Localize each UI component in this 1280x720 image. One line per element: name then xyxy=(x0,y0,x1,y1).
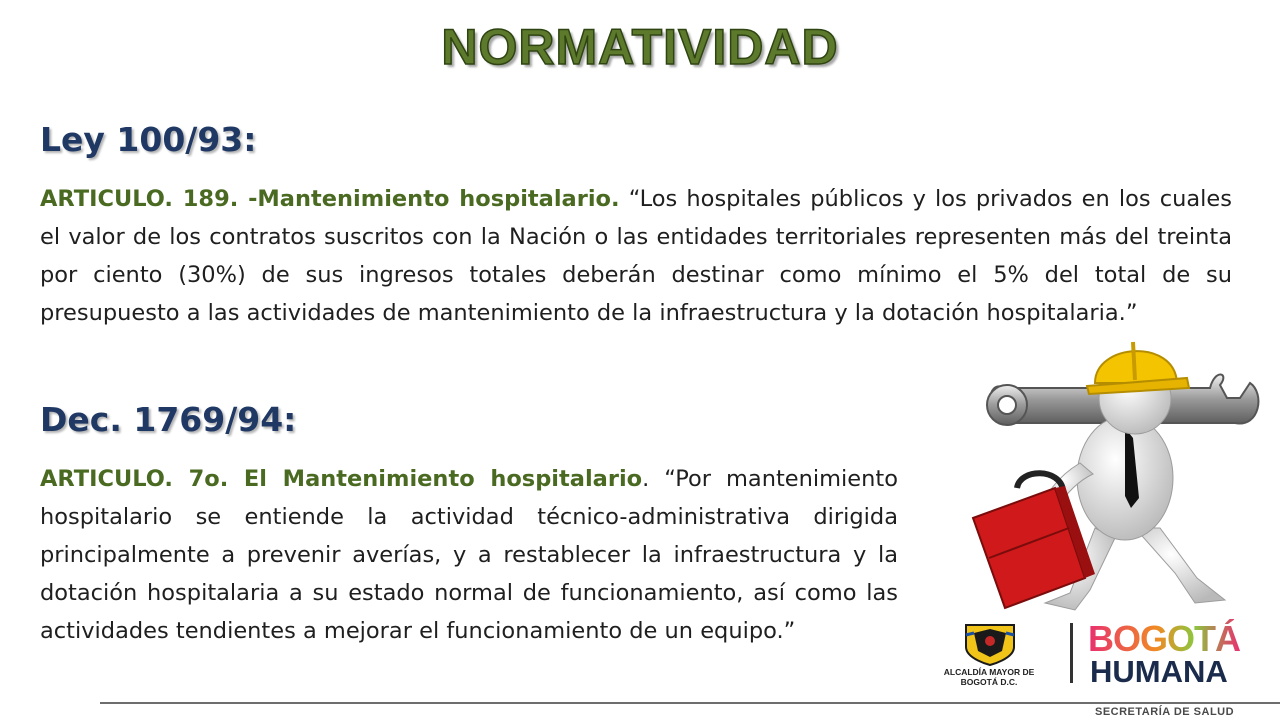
article-body: “Los hospitales públicos y los privados en los cuales el valor de los contratos suscritos con la Nación o las entidades territoriales representen más del treinta por ciento (30%) de sus ingresos totales deberán destinar como mínimo el 5% del total de su presupuesto a las actividades de mantenimiento de la infraestructura y la dotación hospitalaria.” xyxy=(40,186,1232,326)
article-ley-100 xyxy=(40,180,1232,332)
article-dec-1769 xyxy=(40,460,898,650)
footer-label: SECRETARÍA DE SALUD xyxy=(1095,706,1235,718)
hard-hat-icon xyxy=(1087,342,1189,394)
alcaldia-label: ALCALDÍA MAYOR DE BOGOTÁ D.C. xyxy=(943,667,1035,687)
section-heading-ley: Ley 100/93: xyxy=(40,120,257,159)
section-heading-dec: Dec. 1769/94: xyxy=(40,400,297,439)
logo-divider xyxy=(1070,623,1073,683)
article-lead: ARTICULO. 7o. El Mantenimiento hospitalario xyxy=(40,466,643,492)
brand-bogota xyxy=(1088,618,1240,659)
slide-title: NORMATIVIDAD xyxy=(441,19,839,75)
bogota-coat-of-arms-icon xyxy=(962,621,1018,667)
worker-with-wrench-illustration xyxy=(965,328,1277,618)
article-lead: ARTICULO. 189. -Mantenimiento hospitalario. xyxy=(40,186,620,212)
brand-humana: HUMANA xyxy=(1090,654,1228,689)
brand-bogota-text: BOGOTÁ xyxy=(1088,618,1240,659)
article-body: . “Por mantenimiento hospitalario se entiende la actividad técnico-administrativa dirigida principalmente a prevenir averías, y a restablecer la infraestructura y la dotación hospitalaria a su estado normal de funcionamiento, así como las actividades tendientes a mejorar el funcionamiento de un equipo.” xyxy=(40,466,898,644)
footer-divider xyxy=(100,702,1280,704)
logo-area xyxy=(930,615,1260,695)
